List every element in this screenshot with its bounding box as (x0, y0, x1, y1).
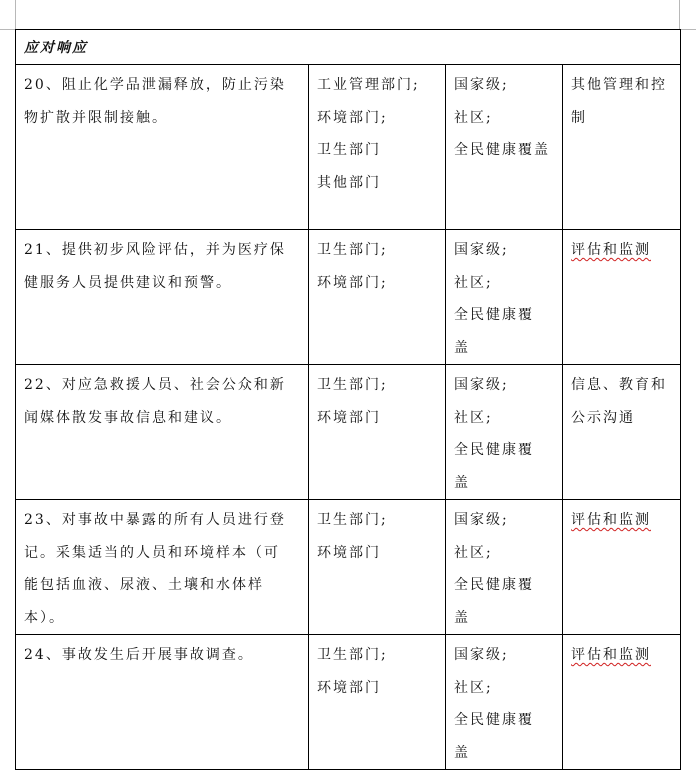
level-item: 国家级; (454, 377, 509, 393)
action-text: 闻媒体散发事故信息和建议。 (24, 409, 232, 426)
level-item: 社区; (454, 544, 493, 561)
crop-mark-top-left-horizontal (0, 29, 15, 30)
table-row (16, 365, 681, 500)
section-header-row (16, 30, 681, 65)
action-text: 物扩散并限制接触。 (24, 109, 168, 126)
department-item: 卫生部门; (317, 242, 388, 258)
action-cell (16, 635, 309, 770)
level-item: 国家级; (454, 647, 509, 663)
departments-cell (309, 365, 446, 500)
response-table (15, 29, 681, 770)
category-cell (563, 500, 681, 635)
levels-cell (446, 230, 563, 365)
level-item: 盖 (454, 474, 470, 491)
department-item: 环境部门 (317, 679, 381, 696)
department-item: 卫生部门; (317, 512, 388, 528)
crop-mark-top-right-horizontal (680, 29, 696, 30)
table-row (16, 65, 681, 230)
action-cell (16, 65, 309, 230)
action-text: 24、事故发生后开展事故调查。 (24, 647, 254, 663)
level-item: 全民健康覆 (454, 577, 534, 593)
department-item: 卫生部门; (317, 377, 388, 393)
departments-cell (309, 230, 446, 365)
level-item: 全民健康覆盖 (454, 142, 550, 158)
department-item: 环境部门 (317, 409, 381, 426)
section-title: 应对响应 (16, 30, 681, 65)
department-item: 卫生部门; (317, 647, 388, 663)
crop-mark-top-right-vertical (679, 0, 680, 29)
level-item: 国家级; (454, 242, 509, 258)
category-text: 制 (571, 109, 587, 126)
departments-cell (309, 65, 446, 230)
category-text: 信息、教育和 (571, 377, 667, 393)
action-text: 20、阻止化学品泄漏释放，防止污染 (24, 77, 286, 93)
action-text: 22、对应急救援人员、社会公众和新 (24, 377, 286, 393)
crop-mark-top-left-vertical (15, 0, 16, 29)
category-text: 其他管理和控 (571, 77, 667, 93)
level-item: 社区; (454, 109, 493, 126)
department-item: 环境部门 (317, 544, 381, 561)
departments-cell (309, 500, 446, 635)
department-item: 工业管理部门; (317, 77, 420, 93)
levels-cell (446, 65, 563, 230)
level-item: 国家级; (454, 77, 509, 93)
level-item: 社区; (454, 409, 493, 426)
level-item: 国家级; (454, 512, 509, 528)
action-text: 21、提供初步风险评估，并为医疗保 (24, 242, 286, 258)
action-cell (16, 230, 309, 365)
departments-cell (309, 635, 446, 770)
level-item: 全民健康覆 (454, 442, 534, 458)
department-item: 卫生部门 (317, 142, 381, 158)
category-text: 公示沟通 (571, 409, 635, 426)
action-text: 健服务人员提供建议和预警。 (24, 274, 232, 291)
levels-cell (446, 365, 563, 500)
level-item: 全民健康覆 (454, 712, 534, 728)
department-item: 环境部门; (317, 274, 388, 291)
department-item: 其他部门 (317, 174, 381, 191)
table-row (16, 635, 681, 770)
category-text-spellcheck[interactable]: 评估和监测 (571, 512, 651, 528)
levels-cell (446, 635, 563, 770)
action-text: 记。采集适当的人员和环境样本（可 (24, 544, 280, 561)
action-text: 23、对事故中暴露的所有人员进行登 (24, 512, 286, 528)
level-item: 盖 (454, 744, 470, 761)
department-item: 环境部门; (317, 109, 388, 126)
level-item: 全民健康覆 (454, 307, 534, 323)
action-text: 能包括血液、尿液、土壤和水体样 (24, 577, 264, 593)
category-cell (563, 65, 681, 230)
action-text: 本）。 (24, 609, 65, 626)
table-row (16, 230, 681, 365)
levels-cell (446, 500, 563, 635)
category-cell (563, 230, 681, 365)
category-text-spellcheck[interactable]: 评估和监测 (571, 647, 651, 663)
action-cell (16, 365, 309, 500)
table-row (16, 500, 681, 635)
level-item: 社区; (454, 274, 493, 291)
action-cell (16, 500, 309, 635)
category-cell (563, 365, 681, 500)
level-item: 盖 (454, 609, 470, 626)
level-item: 盖 (454, 339, 470, 356)
level-item: 社区; (454, 679, 493, 696)
category-text-spellcheck[interactable]: 评估和监测 (571, 242, 651, 258)
category-cell (563, 635, 681, 770)
